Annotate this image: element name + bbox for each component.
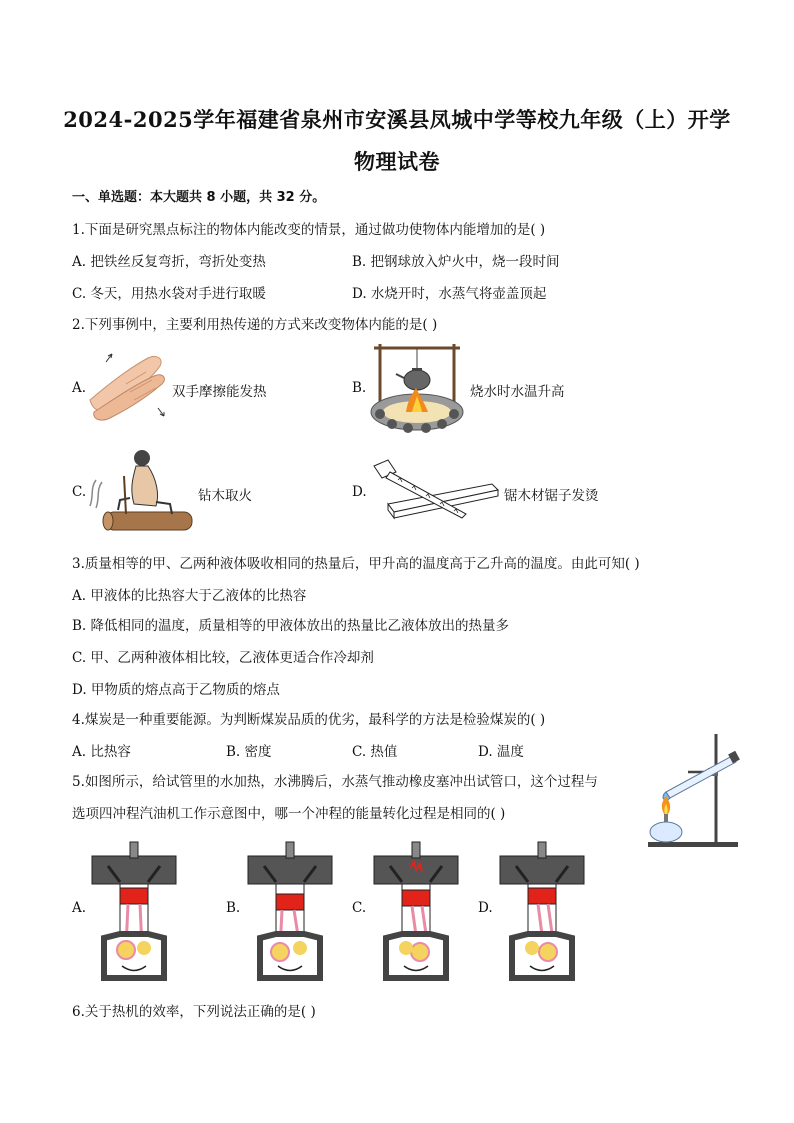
sawing-wood-image bbox=[368, 456, 500, 520]
q1-option-a: A. 把铁丝反复弯折，弯折处变热 bbox=[72, 254, 266, 270]
campfire-kettle-image bbox=[366, 342, 468, 434]
engine-stroke-c-image bbox=[368, 838, 464, 984]
q4-option-c: C. 热值 bbox=[352, 744, 398, 760]
q4-option-d: D. 温度 bbox=[478, 744, 524, 760]
section-heading: 一、单选题：本大题共 8 小题，共 32 分。 bbox=[72, 190, 326, 205]
q5-option-b-letter: B. bbox=[226, 900, 241, 916]
q2-option-d-text: 锯木材锯子发烫 bbox=[504, 488, 599, 504]
q4-option-a: A. 比热容 bbox=[72, 744, 131, 760]
q2-option-d-letter: D. bbox=[352, 484, 367, 500]
exam-title-line1: 2024-2025学年福建省泉州市安溪县凤城中学等校九年级（上）开学 bbox=[63, 107, 731, 132]
q6-stem: 6.关于热机的效率，下列说法正确的是( ) bbox=[72, 1004, 316, 1020]
q3-option-b: B. 降低相同的温度，质量相等的甲液体放出的热量比乙液体放出的热量多 bbox=[72, 618, 510, 634]
q4-stem: 4.煤炭是一种重要能源。为判断煤炭品质的优劣，最科学的方法是检验煤炭的( ) bbox=[72, 712, 546, 728]
q2-option-a-text: 双手摩擦能发热 bbox=[172, 384, 267, 400]
q3-option-a: A. 甲液体的比热容大于乙液体的比热容 bbox=[72, 588, 307, 604]
q3-option-c: C. 甲、乙两种液体相比较，乙液体更适合作冷却剂 bbox=[72, 650, 374, 666]
engine-stroke-b-image bbox=[242, 838, 338, 984]
q1-stem: 1.下面是研究黑点标注的物体内能改变的情景，通过做功使物体内能增加的是( ) bbox=[72, 222, 546, 238]
q5-stem-line1: 5.如图所示，给试管里的水加热，水沸腾后，水蒸气推动橡皮塞冲出试管口，这个过程与 bbox=[72, 774, 598, 790]
rubbing-hands-image bbox=[86, 348, 170, 422]
q4-option-b: B. 密度 bbox=[226, 744, 272, 760]
q1-option-d: D. 水烧开时，水蒸气将壶盖顶起 bbox=[352, 286, 547, 302]
test-tube-heating-image bbox=[644, 728, 742, 850]
q1-option-c: C. 冬天，用热水袋对手进行取暖 bbox=[72, 286, 266, 302]
q2-option-c-text: 钻木取火 bbox=[198, 488, 252, 504]
q5-stem-line2: 选项四冲程汽油机工作示意图中，哪一个冲程的能量转化过程是相同的( ) bbox=[72, 806, 506, 822]
q1-option-b: B. 把钢球放入炉火中，烧一段时间 bbox=[352, 254, 560, 270]
engine-stroke-d-image bbox=[494, 838, 590, 984]
q5-option-d-letter: D. bbox=[478, 900, 493, 916]
q3-option-d: D. 甲物质的熔点高于乙物质的熔点 bbox=[72, 682, 280, 698]
q2-option-b-letter: B. bbox=[352, 380, 367, 396]
engine-stroke-a-image bbox=[86, 838, 182, 984]
q2-option-a-letter: A. bbox=[72, 380, 87, 396]
q2-option-b-text: 烧水时水温升高 bbox=[470, 384, 565, 400]
q5-option-c-letter: C. bbox=[352, 900, 367, 916]
drilling-wood-fire-image bbox=[86, 446, 194, 538]
q3-stem: 3.质量相等的甲、乙两种液体吸收相同的热量后，甲升高的温度高于乙升高的温度。由此可知( ) bbox=[72, 556, 640, 572]
q2-option-c-letter: C. bbox=[72, 484, 87, 500]
q5-option-a-letter: A. bbox=[72, 900, 87, 916]
exam-title-line2: 物理试卷 bbox=[354, 149, 440, 174]
q2-stem: 2.下列事例中，主要利用热传递的方式来改变物体内能的是( ) bbox=[72, 317, 438, 333]
